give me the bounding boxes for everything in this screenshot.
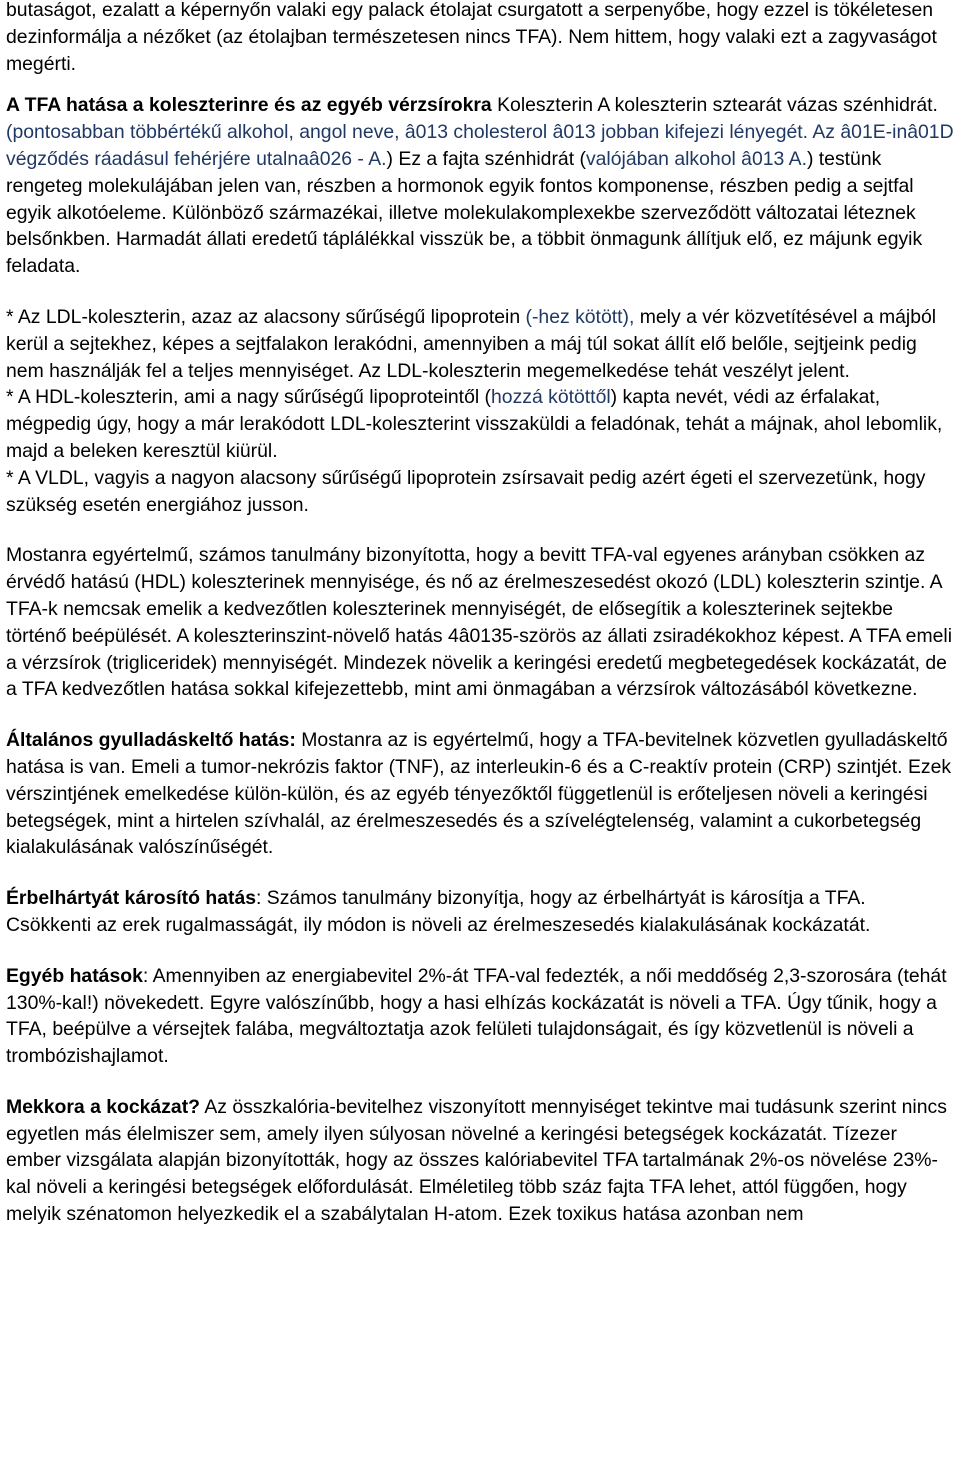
article-body: [6, 0, 956, 1228]
spacer: [6, 1070, 956, 1094]
cholesterol-text-2: ) Ez a fajta szénhidrát (: [386, 147, 586, 170]
section-heading-other-effects: Egyéb hatások: [6, 964, 143, 987]
paragraph-intro: [6, 0, 956, 77]
ldl-text-2: mely a vér közvetítésével a májból kerül a sejtekhez, képes a sejtfalakon lerakódni, amennyiben a máj túl sokat állít elő belőle, sejtjeink pedig nem használják fel a teljes mennyiséget. Az LDL-koleszterin megemelkedése tehát veszélyt jelent.: [6, 305, 937, 382]
spacer: [6, 703, 956, 727]
hdl-text-2: ) kapta nevét, védi az érfalakat, mégpedig úgy, hogy a már lerakódott LDL-koleszterint visszaküldi a feladónak, tehát a májnak, ahol lebomlik, majd a beleken keresztül kiürül.: [6, 386, 943, 462]
paragraph-other-effects: [6, 963, 956, 1070]
paragraph-endothelium: [6, 885, 956, 939]
cholesterol-text-3: ) testünk rengeteg molekulájában jelen van, részben a hormonok egyik fontos komponense, részben pedig a sejtfal egyik alkotóeleme. Különböző származékai, illetve molekulakomplexekbe szerveződött változatai léteznek belsőnkben. Harmadát állati eredetű táplálékkal visszük be, a többit önmagunk állítjuk elő, ez májunk egyik feladata.: [6, 147, 923, 278]
section-heading-inflammation: Általános gyulladáskeltő hatás:: [6, 729, 296, 752]
inflammation-text: Mostanra az is egyértelmű, hogy a TFA-bevitelnek közvetlen gyulladáskeltő hatása is van. Emeli a tumor-nekrózis faktor (TNF), az interleukin-6 és a C-reaktív protein (CRP) szintjét. Ezek vérszintjének emelkedése külön-külön, és az egyéb tényezőktől függetlenül is erőteljesen növeli a keringési betegségek, mint a hirtelen szívhalál, az érelmeszesedés és a szívelégtelenség, valamint a cukorbetegség kialakulásának valószínűségét.: [6, 729, 952, 859]
cholesterol-note-link-1[interactable]: (pontosabban többértékű alkohol, angol neve, â013 cholesterol â013 jobban kifejezi lényegét. Az â01E-inâ01D végződés ráadásul fehérjére utalnaâ026 - A.: [6, 121, 954, 170]
cholesterol-text-1: Koleszterin A koleszterin sztearát vázas szénhidrát.: [491, 94, 938, 117]
spacer: [6, 518, 956, 542]
cholesterol-note-link-2[interactable]: valójában alkohol â013 A.: [585, 147, 807, 170]
section-heading-endothelium: Érbelhártyát károsító hatás: [6, 887, 257, 910]
paragraph-risk: [6, 1094, 956, 1228]
spacer: [6, 77, 956, 92]
endothelium-text: : Számos tanulmány bizonyítja, hogy az érbelhártyát is károsítja a TFA. Csökkenti az erek rugalmasságát, ily módon is növeli az érelmeszesedés kialakulásának kockázatát.: [6, 887, 871, 936]
spacer: [6, 939, 956, 963]
ldl-text-1: * Az LDL-koleszterin, azaz az alacsony sűrűségű lipoprotein: [6, 305, 526, 328]
ldl-link[interactable]: (-hez kötött),: [525, 305, 635, 328]
other-effects-text: : Amennyiben az energiabevitel 2%-át TFA-val fedezték, a női meddőség 2,3-szorosára (tehát 130%-kal!) növekedett. Egyre valószínűbb, hogy a hasi elhízás kockázatát is növeli a TFA. Úgy tűnik, hogy a TFA, beépülve a vérsejtek falába, megváltoztatja azok felületi tulajdonságait, és így közvetlenül is növeli a trombózishajlamot.: [6, 964, 947, 1068]
bullet-ldl: [6, 304, 956, 384]
section-heading-risk: Mekkora a kockázat?: [6, 1095, 201, 1118]
risk-text: Az összkalória-bevitelhez viszonyított mennyiséget tekintve mai tudásunk szerint nincs egyetlen más élelmiszer sem, amely ilyen súlyosan növelné a keringési betegségek kockázatát. Tízezer ember vizsgálata alapján bizonyították, hogy az összes kalóriabevitel TFA tartalmának 2%-os növelése 23%-kal növeli a keringési betegségek előfordulását. Elméletileg több száz fajta TFA lehet, attól függően, hogy melyik szénatomon helyezkedik el a szabálytalan H-atom. Ezek toxikus hatása azonban nem: [6, 1095, 947, 1226]
bullet-hdl: [6, 384, 956, 464]
vldl-text: * A VLDL, vagyis a nagyon alacsony sűrűségű lipoprotein zsírsavait pedig azért égeti el szervezetünk, hogy szükség esetén energiához jusson.: [6, 466, 926, 516]
paragraph-tfa-effects: [6, 542, 956, 703]
hdl-link[interactable]: hozzá kötöttől: [491, 386, 611, 409]
tfa-effects-text: Mostanra egyértelmű, számos tanulmány bizonyította, hogy a bevitt TFA-val egyenes arányban csökken az érvédő hatású (HDL) koleszterinek mennyisége, és nő az érelmeszesedést okozó (LDL) koleszterin szintje. A TFA-k nemcsak emelik a kedvezőtlen koleszterinek mennyiségét, de elősegítik a koleszterinek sejtekbe történő beépülését. A koleszterinszint-növelő hatás 4â0135-szörös az állati zsiradékokhoz képest. A TFA emeli a vérzsírok (trigliceridek) mennyiségét. Mindezek növelik a keringési eredetű megbetegedések kockázatát, de a TFA kedvezőtlen hatása sokkal kifejezettebb, mint ami önmagában a vérzsírok változásából következne.: [6, 544, 953, 701]
spacer: [6, 861, 956, 885]
section-heading-tfa-cholesterol: A TFA hatása a koleszterinre és az egyéb vérzsírokra: [6, 94, 492, 117]
paragraph-inflammation: [6, 727, 956, 861]
paragraph-cholesterol: [6, 92, 956, 280]
paragraph-intro-text: butaságot, ezalatt a képernyőn valaki egy palack étolajat csurgatott a serpenyőbe, hogy ezzel is tökéletesen dezinformálja a nézőket (az étolajban természetesen nincs TFA). Nem hittem, hogy valaki ezt a zagyvaságot megérti.: [6, 0, 937, 75]
hdl-text-1: * A HDL-koleszterin, ami a nagy sűrűségű lipoproteintől (: [6, 386, 492, 409]
bullet-vldl: [6, 465, 956, 519]
spacer: [6, 280, 956, 304]
